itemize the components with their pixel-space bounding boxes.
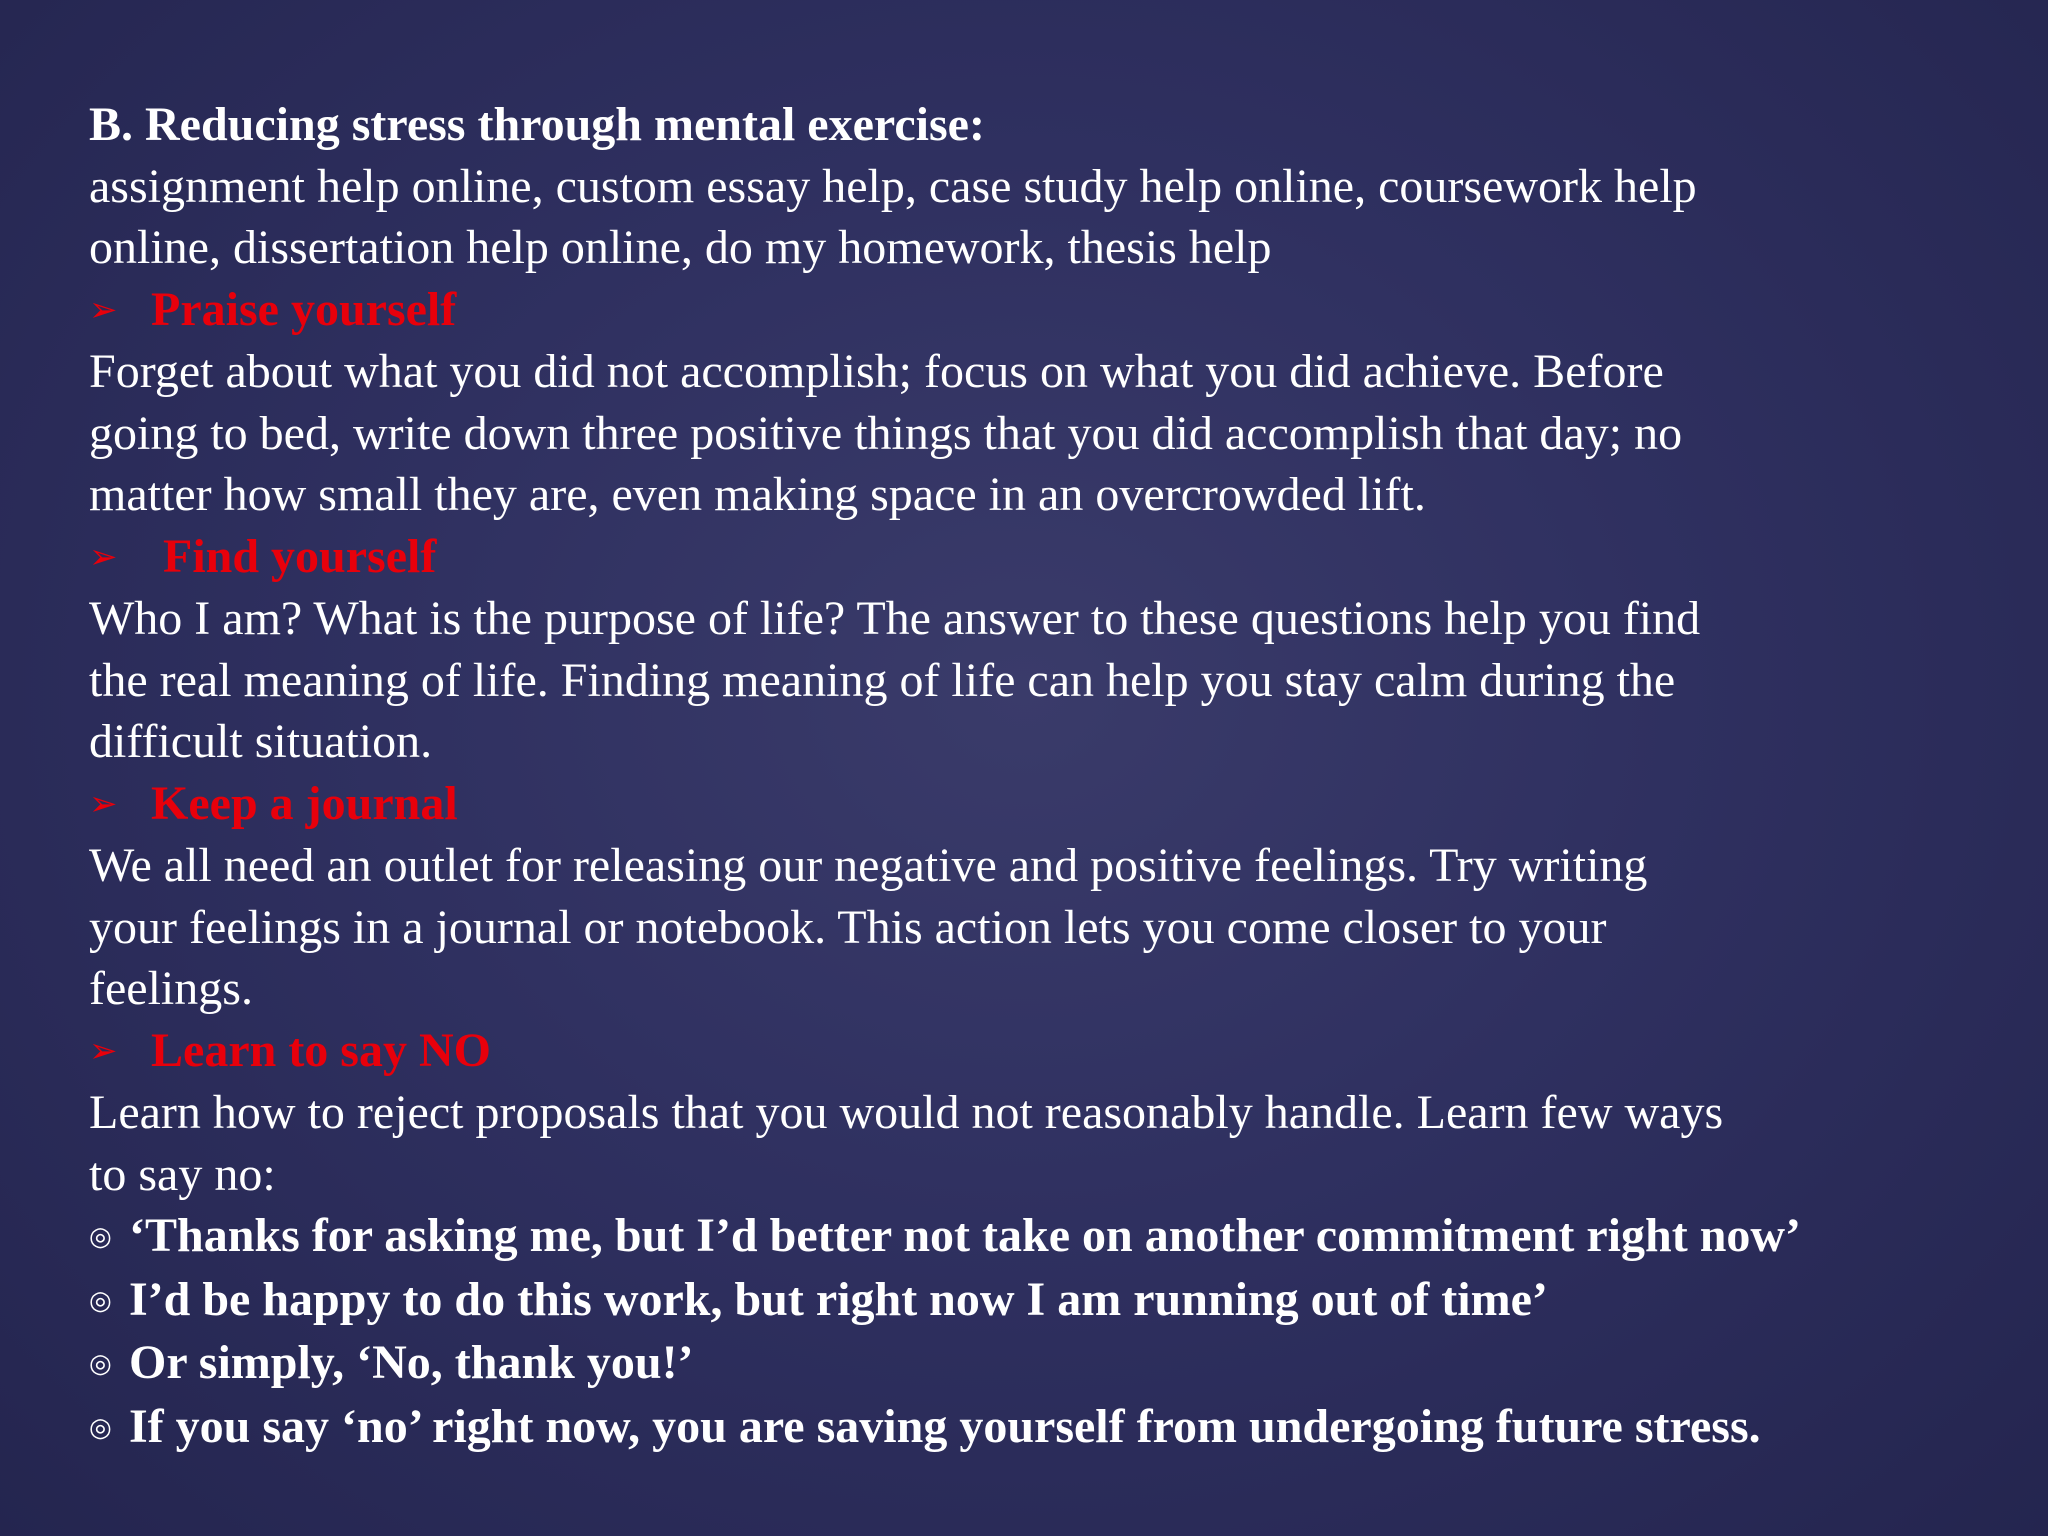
intro-line-1: assignment help online, custom essay help, case study help online, coursework help bbox=[89, 159, 1697, 213]
section-2-line-1: Who I am? What is the purpose of life? The answer to these questions help you find bbox=[89, 592, 1701, 645]
slide-title: B. Reducing stress through mental exercise: bbox=[89, 98, 985, 151]
section-3-line-3: feelings. bbox=[89, 962, 253, 1015]
section-heading-label: Praise yourself bbox=[151, 282, 457, 336]
arrow-bullet-icon: ➢ bbox=[89, 783, 118, 824]
spiral-bullet-icon: ◎ bbox=[89, 1285, 112, 1316]
section-heading-keep-a-journal bbox=[89, 773, 2024, 836]
section-1-line-3: matter how small they are, even making space in an overcrowded lift. bbox=[89, 468, 1426, 521]
quote-text: I’d be happy to do this work, but right now I am running out of time’ bbox=[129, 1272, 1548, 1326]
section-4-line-2: to say no: bbox=[89, 1147, 276, 1201]
spiral-bullet-icon: ◎ bbox=[89, 1222, 112, 1252]
section-3-line-1: We all need an outlet for releasing our negative and positive feelings. Try writing bbox=[89, 839, 1648, 892]
quote-text: ‘Thanks for asking me, but I’d better not take on another commitment right now’ bbox=[129, 1209, 1802, 1262]
section-heading-label: Keep a journal bbox=[151, 776, 458, 830]
section-heading-label: Find yourself bbox=[151, 529, 437, 583]
section-1-line-1: Forget about what you did not accomplish; focus on what you did achieve. Before bbox=[89, 345, 1664, 398]
quote-item bbox=[89, 1269, 2024, 1333]
quote-text: If you say ‘no’ right now, you are saving yourself from undergoing future stress. bbox=[129, 1399, 1761, 1453]
section-3-line-2: your feelings in a journal or notebook. This action lets you come closer to your bbox=[89, 900, 1607, 954]
section-heading-learn-to-say-no bbox=[89, 1020, 2024, 1083]
section-heading-label: Learn to say NO bbox=[151, 1023, 491, 1077]
arrow-bullet-icon: ➢ bbox=[89, 536, 118, 577]
arrow-bullet-icon: ➢ bbox=[89, 1030, 118, 1071]
section-2-line-2: the real meaning of life. Finding meaning of life can help you stay calm during the bbox=[89, 653, 1676, 707]
section-heading-praise-yourself bbox=[89, 279, 2024, 342]
quote-item bbox=[89, 1396, 2024, 1460]
quote-item bbox=[89, 1205, 2024, 1269]
spiral-bullet-icon: ◎ bbox=[89, 1349, 112, 1379]
quote-item bbox=[89, 1332, 2024, 1396]
section-1-line-2: going to bed, write down three positive things that you did accomplish that day; no bbox=[89, 406, 1683, 460]
section-heading-find-yourself bbox=[89, 526, 2024, 589]
arrow-bullet-icon: ➢ bbox=[89, 289, 118, 330]
section-2-line-3: difficult situation. bbox=[89, 715, 433, 768]
slide-content bbox=[89, 94, 2024, 1459]
section-4-line-1: Learn how to reject proposals that you would not reasonably handle. Learn few ways bbox=[89, 1086, 1724, 1139]
quote-text: Or simply, ‘No, thank you!’ bbox=[129, 1336, 694, 1389]
spiral-bullet-icon: ◎ bbox=[89, 1412, 112, 1443]
intro-line-2: online, dissertation help online, do my homework, thesis help bbox=[89, 221, 1272, 274]
